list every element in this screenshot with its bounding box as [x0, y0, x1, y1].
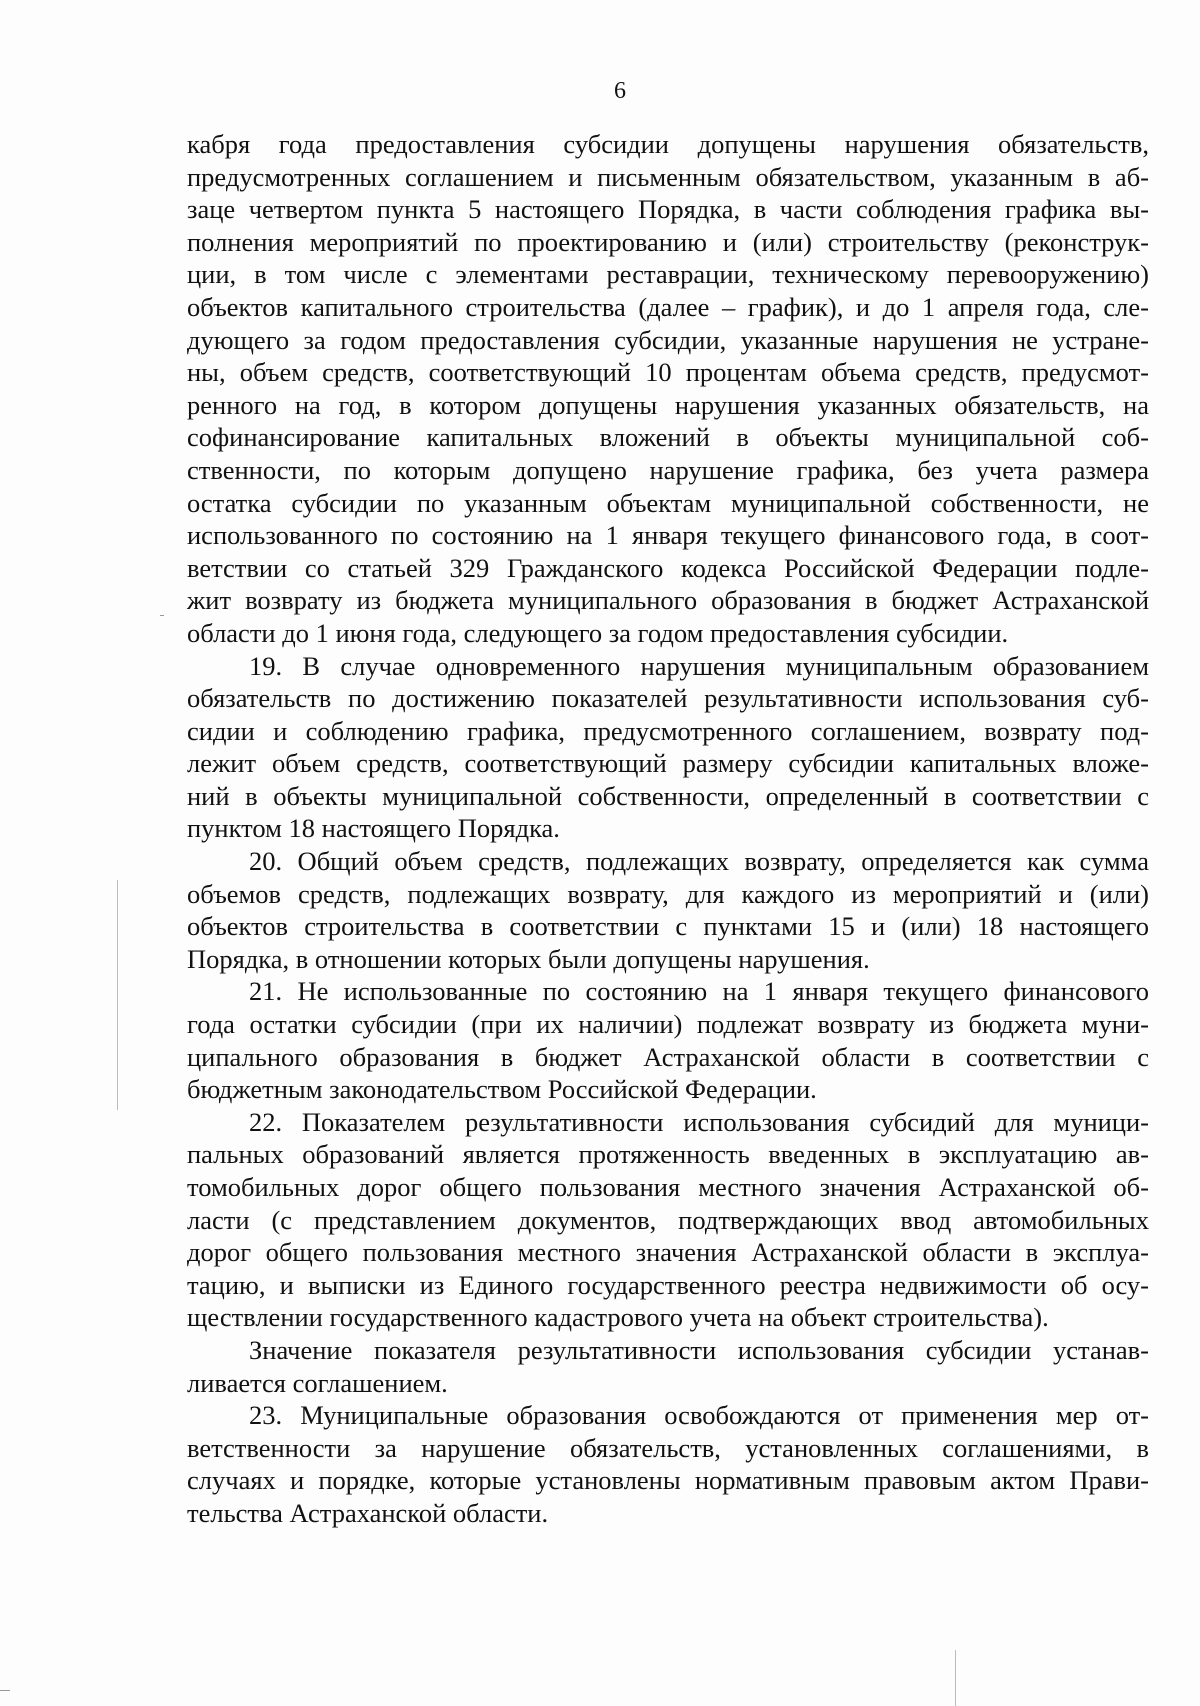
text-line: области до 1 июня года, следующего за годом предоставления субсидии.	[187, 617, 1009, 648]
text-line: 23. Муниципальные образования освобождаются от применения мер от-	[249, 1400, 1149, 1431]
text-line: томобильных дорог общего пользования местного значения Астраханской об-	[187, 1172, 1149, 1202]
scan-corner-mark	[0, 1690, 10, 1691]
paragraph-19	[187, 650, 1149, 846]
paragraph-22-indicator-value	[187, 1334, 1149, 1399]
text-line: ласти (с представлением документов, подтверждающих ввод автомобильных	[187, 1204, 1149, 1235]
paragraph-21	[187, 975, 1149, 1105]
scan-margin-line	[117, 880, 118, 1110]
text-line: 21. Не использованные по состоянию на 1 января текущего финансового	[249, 976, 1149, 1007]
paragraph-23	[187, 1399, 1149, 1529]
paragraph-22	[187, 1106, 1149, 1334]
text-line: Порядка, в отношении которых были допущены нарушения.	[187, 943, 870, 974]
page-number: 6	[614, 78, 626, 104]
text-line: ветствии со статьей 329 Гражданского кодекса Российской Федерации подле-	[187, 552, 1149, 583]
text-line: случаях и порядке, которые установлены нормативным правовым актом Прави-	[187, 1465, 1149, 1496]
text-line: пунктом 18 настоящего Порядка.	[187, 813, 560, 844]
text-line: объектов капитального строительства (далее – график), и до 1 апреля года, сле-	[187, 291, 1149, 322]
text-line: кабря года предоставления субсидии допущены нарушения обязательств,	[187, 129, 1149, 159]
text-line: Значение показателя результативности использования субсидии устанав-	[249, 1334, 1149, 1365]
text-line: ливается соглашением.	[187, 1367, 448, 1398]
text-line: лежит объем средств, соответствующий размеру субсидии капитальных вложе-	[187, 748, 1149, 779]
text-line: 19. В случае одновременного нарушения муниципальным образованием	[249, 650, 1149, 681]
text-line: пальных образований является протяженность введенных в эксплуатацию ав-	[187, 1139, 1149, 1170]
text-line: предусмотренных соглашением и письменным обязательством, указанным в аб-	[187, 161, 1149, 192]
text-line: дорог общего пользования местного значения Астраханской области в эксплуа-	[187, 1237, 1149, 1268]
text-line: объектов строительства в соответствии с пунктами 15 и (или) 18 настоящего	[187, 911, 1149, 942]
paragraph-20	[187, 845, 1149, 975]
text-line: обязательств по достижению показателей результативности использования суб-	[187, 683, 1149, 714]
text-line: ципального образования в бюджет Астраханской области в соответствии с	[187, 1041, 1149, 1072]
text-line: тельства Астраханской области.	[187, 1497, 549, 1528]
text-line: ренного на год, в котором допущены нарушения указанных обязательств, на	[187, 389, 1149, 420]
text-line: ний в объекты муниципальной собственности, определенный в соответствии с	[187, 780, 1149, 811]
paragraph-18-continuation	[187, 128, 1149, 650]
scan-margin-line-bottom	[955, 1650, 956, 1706]
document-body	[187, 128, 1149, 1530]
text-line: сидии и соблюдению графика, предусмотренного соглашением, возврату под-	[187, 715, 1149, 746]
text-line: года остатки субсидии (при их наличии) подлежат возврату из бюджета муни-	[187, 1009, 1149, 1040]
text-line: ции, в том числе с элементами реставрации, техническому перевооружению)	[187, 259, 1149, 290]
text-line: бюджетным законодательством Российской Федерации.	[187, 1074, 817, 1105]
text-line: полнения мероприятий по проектированию и (или) строительству (реконструк-	[187, 226, 1149, 257]
text-line: остатка субсидии по указанным объектам муниципальной собственности, не	[187, 487, 1149, 518]
text-line: жит возврату из бюджета муниципального образования в бюджет Астраханской	[187, 585, 1149, 616]
text-line: заце четвертом пункта 5 настоящего Порядка, в части соблюдения графика вы-	[187, 194, 1149, 225]
text-line: использованного по состоянию на 1 января текущего финансового года, в соот-	[187, 520, 1149, 551]
text-line: 20. Общий объем средств, подлежащих возврату, определяется как сумма	[249, 846, 1149, 877]
text-line: ществлении государственного кадастрового учета на объект строительства).	[187, 1302, 1049, 1333]
text-line: ственности, по которым допущено нарушение графика, без учета размера	[187, 454, 1149, 485]
text-line: дующего за годом предоставления субсидии, указанные нарушения не устране-	[187, 324, 1149, 355]
text-line: ветственности за нарушение обязательств, установленных соглашениями, в	[187, 1432, 1149, 1463]
text-line: софинансирование капитальных вложений в объекты муниципальной соб-	[187, 422, 1149, 453]
text-line: 22. Показателем результативности использования субсидий для муници-	[249, 1106, 1149, 1137]
text-line: тацию, и выписки из Единого государственного реестра недвижимости об осу-	[187, 1269, 1149, 1300]
scan-edge-mark	[160, 615, 164, 616]
text-line: объемов средств, подлежащих возврату, для каждого из мероприятий и (или)	[187, 878, 1149, 909]
text-line: ны, объем средств, соответствующий 10 процентам объема средств, предусмот-	[187, 357, 1149, 388]
